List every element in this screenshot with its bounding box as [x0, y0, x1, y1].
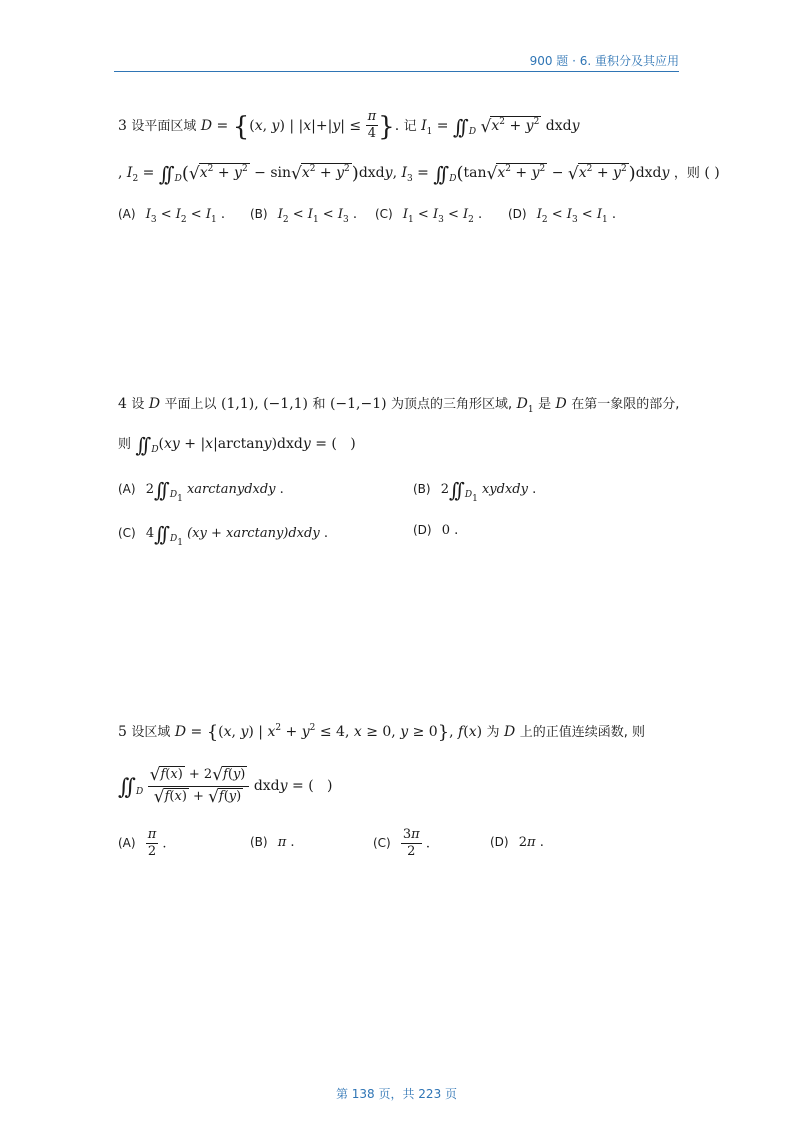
- q4-then: 则: [118, 437, 132, 452]
- q5-option-b: [250, 836, 295, 849]
- option-coef: 4: [145, 526, 155, 541]
- q4-text: 是: [538, 397, 552, 412]
- q5-number: 5: [118, 724, 127, 740]
- q5-option-d: [490, 836, 544, 849]
- q4-text: 平面上以: [164, 397, 217, 412]
- q4-text: 在第一象限的部分,: [571, 397, 680, 412]
- option-label: (A): [118, 836, 136, 851]
- q5-text: 上的正值连续函数, 则: [519, 725, 645, 740]
- q3-intro: 设平面区域: [131, 118, 197, 134]
- q3-I2-def: , $I_2$ = ∫∫ $_D(√x^2 + y^2 - \sin√x^2 + y^2$ )dxdy,: [118, 162, 402, 186]
- q5-option-c: (C) $\frac{3\pi}{2}$ .: [373, 827, 430, 860]
- q4-vertices: (1,1), (−1,1): [221, 396, 309, 412]
- q3-number: 3: [118, 117, 127, 134]
- option-label: (B): [250, 835, 268, 849]
- q3-blank: ( ): [704, 165, 720, 181]
- q4-line1: 4 设 D 平面上以 (1,1), (−1,1) 和 (−1,−1) 为顶点的三角形区域, $D_1$ 是 D 在第一象限的部分,: [118, 396, 680, 415]
- option-label: (D): [490, 835, 509, 849]
- q3-I3-def: $I_3$ = ∫∫ $_D(\tan√x^2 + y^2 - √x^2 + y^2$ )dxdy: [401, 162, 670, 186]
- option-math: $I_1 < I_3 < I_2$ .: [402, 207, 483, 225]
- option-label: (C): [375, 207, 393, 221]
- option-coef: 2: [145, 482, 154, 497]
- q4-integral: ∫∫ $_D$(xy + |x|arctany)dxdy = ( ): [135, 433, 356, 457]
- q5-text: 为: [486, 725, 500, 740]
- option-label: (D): [413, 523, 432, 537]
- header-rule: [114, 71, 679, 72]
- option-integrand: xydxdy: [481, 482, 528, 497]
- option-label: (B): [250, 207, 268, 221]
- q3-I1-def: $I_1$ = ∫∫ $_D$ $√x^2 + y^2$ dxdy: [421, 114, 580, 139]
- q4-option-a: (A) 2∫∫ $_{D_1}$ xarctanydxdy .: [118, 478, 284, 504]
- option-math: $I_2 < I_3 < I_1$ .: [536, 207, 616, 225]
- q3-note: 记: [403, 118, 417, 134]
- q4-text: 和: [312, 397, 326, 412]
- option-label: (A): [118, 207, 136, 221]
- q4-vertex-3: (−1,−1): [329, 396, 387, 412]
- q5-domain-def: D = {(x, y) | $x^2 + y^2 \le 4$, x ≥ 0, y ≥ 0}, f(x): [174, 722, 487, 743]
- q3-line1: [118, 110, 580, 142]
- option-math: $I_2 < I_1 < I_3$ .: [277, 207, 357, 225]
- option-math: 2π .: [518, 835, 544, 850]
- option-label: (A): [118, 482, 136, 496]
- option-coef: 2: [440, 482, 450, 497]
- option-label: (B): [413, 482, 431, 496]
- q3-line2: [118, 163, 720, 184]
- q5-line1: 5 设区域 D = {(x, y) | $x^2 + y^2 \le 4$, x ≥ 0, y ≥ 0}, f(x) 为 D 上的正值连续函数, 则: [118, 722, 645, 743]
- q4-option-d: (D) 0 .: [413, 523, 459, 538]
- q4-text: 设: [131, 397, 145, 412]
- option-integrand: xarctanydxdy: [186, 482, 276, 497]
- option-math: $I_3 < I_2 < I_1$ .: [145, 207, 225, 225]
- q3-option-c: [375, 208, 482, 225]
- q4-option-c: (C) 4∫∫ $_{D_1}$ (xy + xarctany)dxdy .: [118, 522, 328, 548]
- option-math: π .: [277, 835, 295, 850]
- option-math: $\frac{3\pi}{2}$: [402, 827, 420, 860]
- option-label: (C): [373, 836, 391, 851]
- q3-option-a: [118, 208, 225, 225]
- q3-option-d: [508, 208, 616, 225]
- option-label: (D): [508, 207, 527, 221]
- page-footer: 第 138 页，共 223 页: [335, 1087, 458, 1101]
- q3-option-b: [250, 208, 357, 225]
- option-math: $\frac{\pi}{2}$: [147, 827, 157, 860]
- option-label: (C): [118, 526, 136, 540]
- q4-line2: [118, 435, 356, 455]
- q3-then: ，则: [673, 166, 700, 181]
- q3-domain-def: D = {(x, y) | |x|+|y| ≤ $\frac{\pi}{4}$ }.: [200, 109, 404, 142]
- q4-option-b: (B) 2∫∫ $_{D_1}$ xydxdy .: [413, 478, 537, 504]
- q5-integral: ∫∫ $_D$ $\frac{√f(x) + 2√f(y)}{√f(x) + √f(y)}$ dxdy = ( ): [118, 765, 333, 807]
- q5-intro: 设区域: [131, 725, 171, 740]
- q4-number: 4: [118, 396, 127, 412]
- running-header: 900 题 · 6. 重积分及其应用: [529, 54, 679, 68]
- option-integrand: (xy + xarctany)dxdy: [187, 526, 320, 541]
- q5-option-a: (A) $\frac{\pi}{2}$ .: [118, 827, 167, 860]
- q4-text: 为顶点的三角形区域,: [391, 397, 513, 412]
- option-value: 0: [441, 523, 451, 538]
